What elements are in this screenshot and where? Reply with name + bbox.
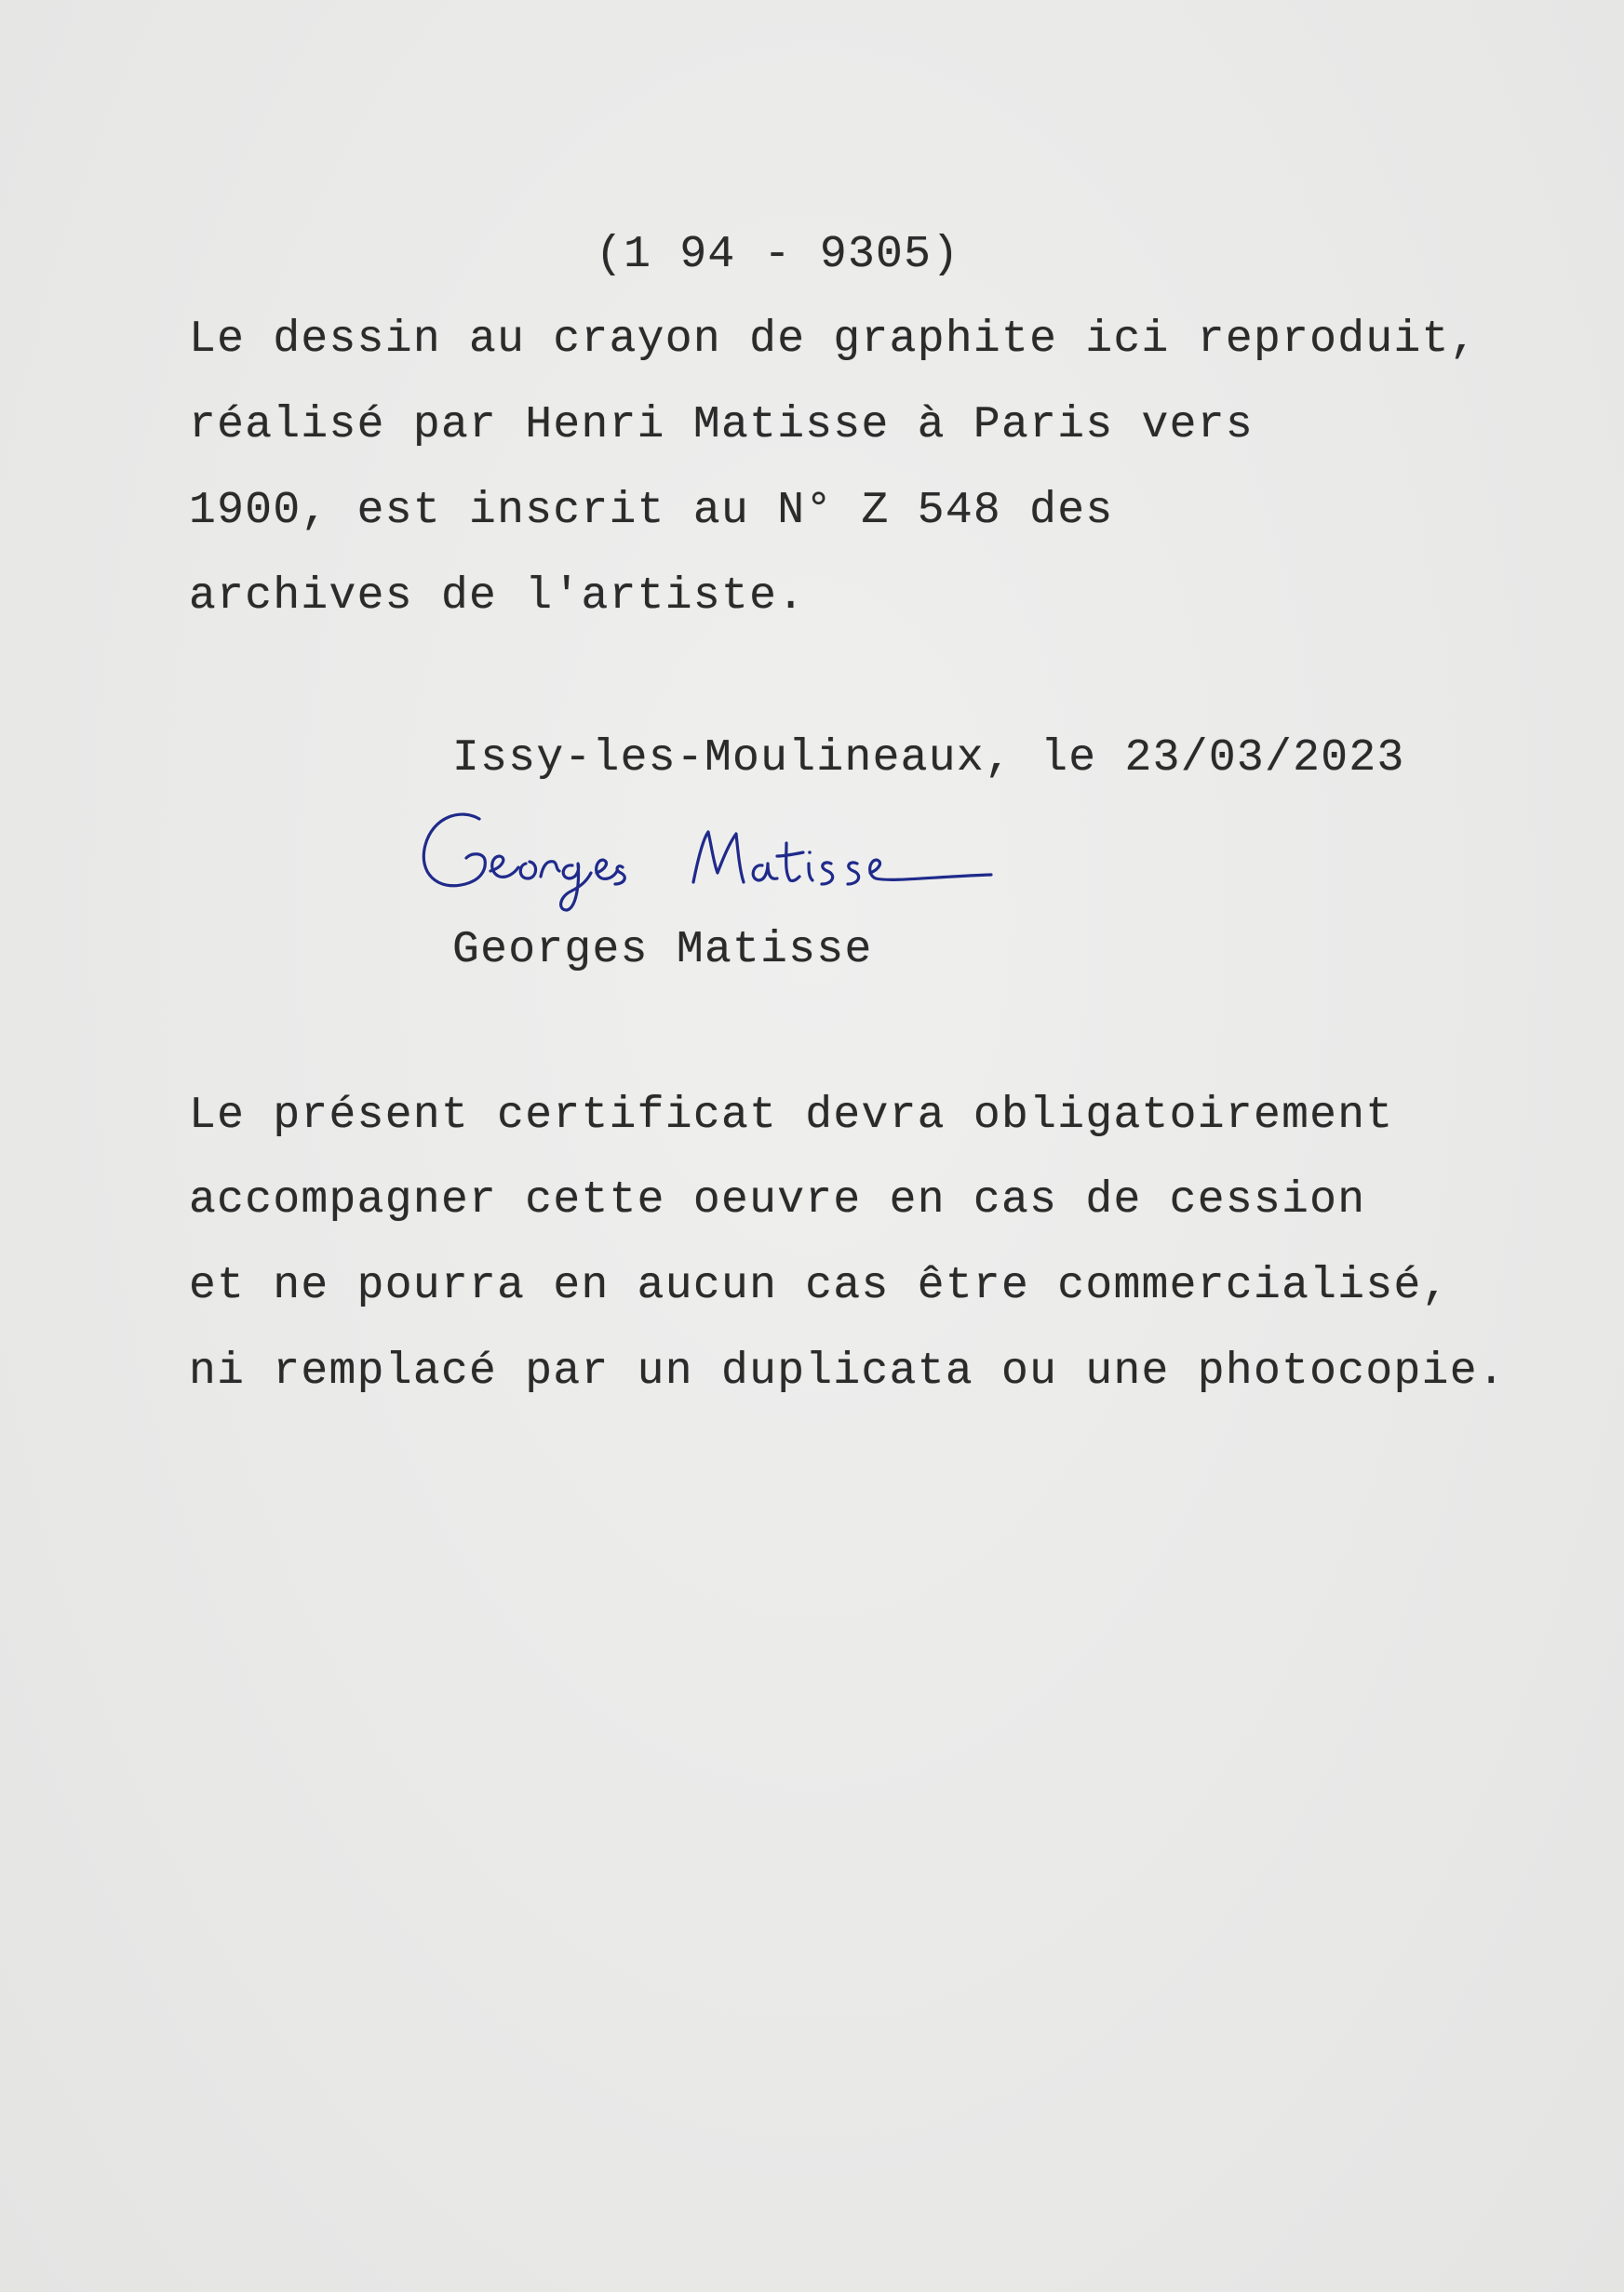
paragraph2-line1: Le présent certificat devra obligatoirement bbox=[189, 1091, 1394, 1141]
paragraph1-line2: réalisé par Henri Matisse à Paris vers bbox=[189, 400, 1254, 450]
paragraph2-line2: accompagner cette oeuvre en cas de cession bbox=[189, 1175, 1366, 1226]
handwritten-signature bbox=[414, 798, 1010, 919]
paragraph1-line1: Le dessin au crayon de graphite ici reproduit, bbox=[189, 315, 1478, 365]
place-and-date: Issy-les-Moulineaux, le 23/03/2023 bbox=[452, 733, 1405, 784]
paragraph1-line4: archives de l'artiste. bbox=[189, 571, 806, 622]
signatory-name: Georges Matisse bbox=[452, 925, 873, 975]
reference-number: (1 94 - 9305) bbox=[596, 230, 960, 280]
paragraph2-line4: ni remplacé par un duplicata ou une photocopie. bbox=[189, 1347, 1506, 1397]
paragraph2-line3: et ne pourra en aucun cas être commercialisé, bbox=[189, 1261, 1450, 1311]
paragraph1-line3: 1900, est inscrit au N° Z 548 des bbox=[189, 486, 1114, 536]
